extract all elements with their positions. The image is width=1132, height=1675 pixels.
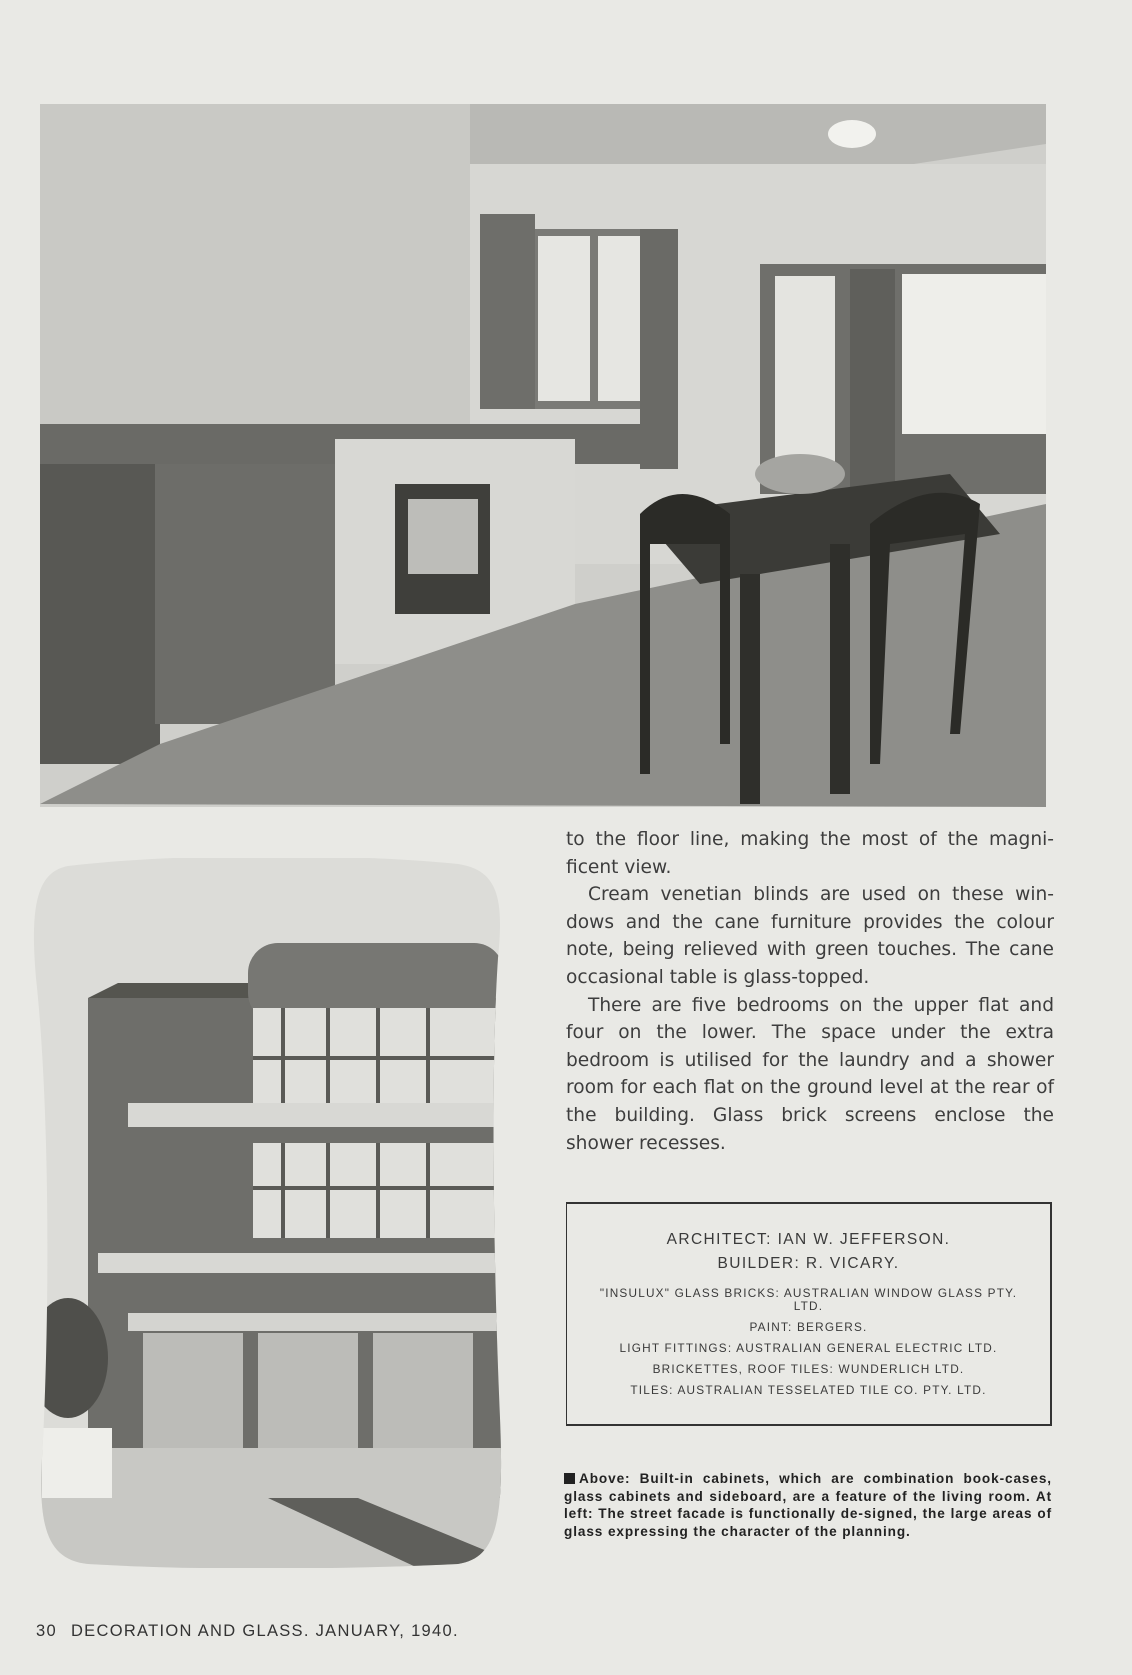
photo-caption bbox=[564, 1470, 1052, 1540]
body-paragraph: There are five bedrooms on the upper flat and four on the lower. The space under the extra bedroom is utilised for the laundry and a shower room for each flat on the ground level at the rear of the building. Glass brick screens enclose the shower recesses. bbox=[566, 994, 1054, 1154]
credit-glass-bricks: "INSULUX" GLASS BRICKS: AUSTRALIAN WINDOW GLASS PTY. LTD. bbox=[599, 1286, 1018, 1313]
page-number: 30 bbox=[36, 1622, 57, 1640]
street-facade-photo bbox=[28, 858, 504, 1568]
credit-tiles: TILES: AUSTRALIAN TESSELATED TILE CO. PTY. LTD. bbox=[630, 1383, 987, 1397]
credit-architect: ARCHITECT: IAN W. JEFFERSON. bbox=[666, 1231, 951, 1248]
credit-brickettes: BRICKETTES, ROOF TILES: WUNDERLICH LTD. bbox=[652, 1362, 965, 1376]
caption-text: Above: Built-in cabinets, which are combination book-cases, glass cabinets and sideboard, are a feature of the living room. At left: The street facade is functionally de-signed, the large areas of glass expressing the character of the planning. bbox=[564, 1471, 1052, 1539]
credits-box bbox=[566, 1202, 1052, 1426]
credit-light-fittings: LIGHT FITTINGS: AUSTRALIAN GENERAL ELECTRIC LTD. bbox=[619, 1341, 998, 1355]
body-paragraph: Cream venetian blinds are used on these win-dows and the cane furniture provides the colour note, being relieved with green touches. The cane occasional table is glass-topped. bbox=[566, 884, 1054, 988]
body-paragraph: to the floor line, making the most of the magni-ficent view. bbox=[566, 829, 1054, 878]
page-footer bbox=[36, 1622, 459, 1641]
living-room-photo bbox=[40, 104, 1046, 807]
credit-builder: BUILDER: R. VICARY. bbox=[717, 1255, 900, 1272]
article-body bbox=[566, 826, 1054, 1157]
caption-marker-icon bbox=[564, 1473, 575, 1484]
publication-line: DECORATION AND GLASS. JANUARY, 1940. bbox=[70, 1622, 459, 1640]
credit-paint: PAINT: BERGERS. bbox=[749, 1320, 868, 1334]
